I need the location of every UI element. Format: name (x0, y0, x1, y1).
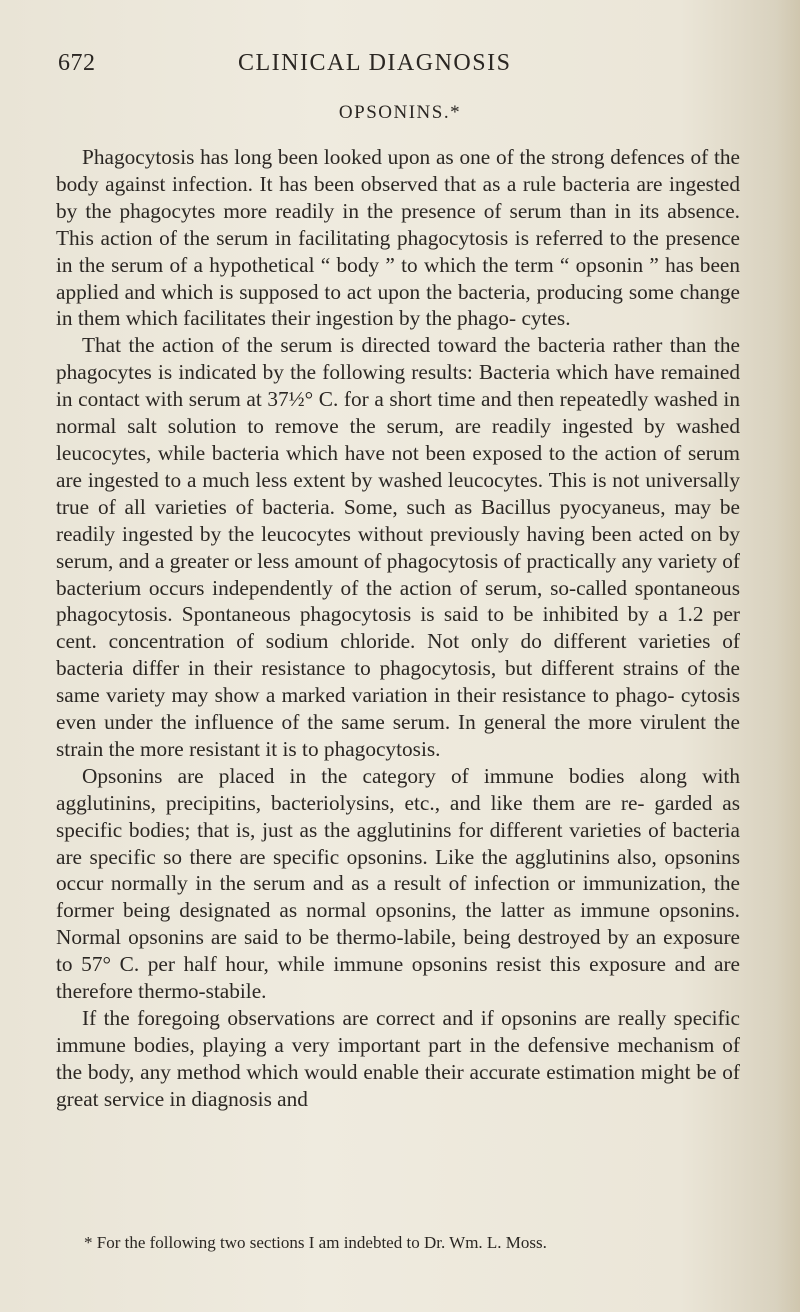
running-head: CLINICAL DIAGNOSIS (238, 50, 512, 76)
paragraph: Phagocytosis has long been looked upon as one of the strong defences of the body against infection. It has been observed that as a rule bacteria are ingested by the phagocytes more readily in the presence of serum than in its absence. This action of the serum in facilitating phagocytosis is referred to the presence in the serum of a hypothetical “ body ” to which the term “ opsonin ” has been applied and which is supposed to act upon the bacteria, producing some change in them which facilitates their ingestion by the phago- cytes. (56, 145, 740, 331)
paragraph: That the action of the serum is directed toward the bacteria rather than the phagocytes is indicated by the following results: Bacteria which have remained in contact with serum at 37½° C. for a short time and then repeatedly washed in normal salt solution to remove the serum, are readily ingested by washed leucocytes, while bacteria which have not been exposed to the action of serum are ingested to a much less extent by washed leucocytes. This is not universally true of all varieties of bacteria. Some, such as Bacillus pyocyaneus, may be readily ingested by the leucocytes without previously having been acted on by serum, and a greater or less amount of phagocytosis of practically any variety of bacterium occurs independently of the action of serum, so-called spontaneous phagocytosis. Spontaneous phagocytosis is said to be inhibited by a 1.2 per cent. concentration of sodium chloride. Not only do different varieties of bacteria differ in their resistance to phagocytosis, but different strains of the same variety may show a marked variation in their resistance to phago- cytosis even under the influence of the same serum. In general the more virulent the strain the more resistant it is to phagocytosis. (56, 333, 740, 761)
body-text (56, 144, 740, 1113)
paragraph: Opsonins are placed in the category of immune bodies along with agglutinins, precipitins, bacteriolysins, etc., and like them are re- garded as specific bodies; that is, just as the agglutinins for different varieties of bacteria are specific so there are specific opsonins. Like the agglutinins also, opsonins occur normally in the serum and as a result of infection or immunization, the former being designated as normal opsonins, the latter as immune opsonins. Normal opsonins are said to be thermo-labile, being destroyed by an exposure to 57° C. per half hour, while immune opsonins resist this exposure and are therefore thermo-stabile. (56, 763, 740, 1004)
footnote: * For the following two sections I am indebted to Dr. Wm. L. Moss. (84, 1233, 547, 1252)
section-title: OPSONINS.* (338, 102, 462, 123)
page-number: 672 (58, 50, 96, 76)
paragraph: If the foregoing observations are correct and if opsonins are really specific immune bodies, playing a very important part in the defensive mechanism of the body, any method which would enable their accurate estimation might be of great service in diagnosis and (56, 1006, 740, 1111)
page-header (58, 50, 758, 86)
